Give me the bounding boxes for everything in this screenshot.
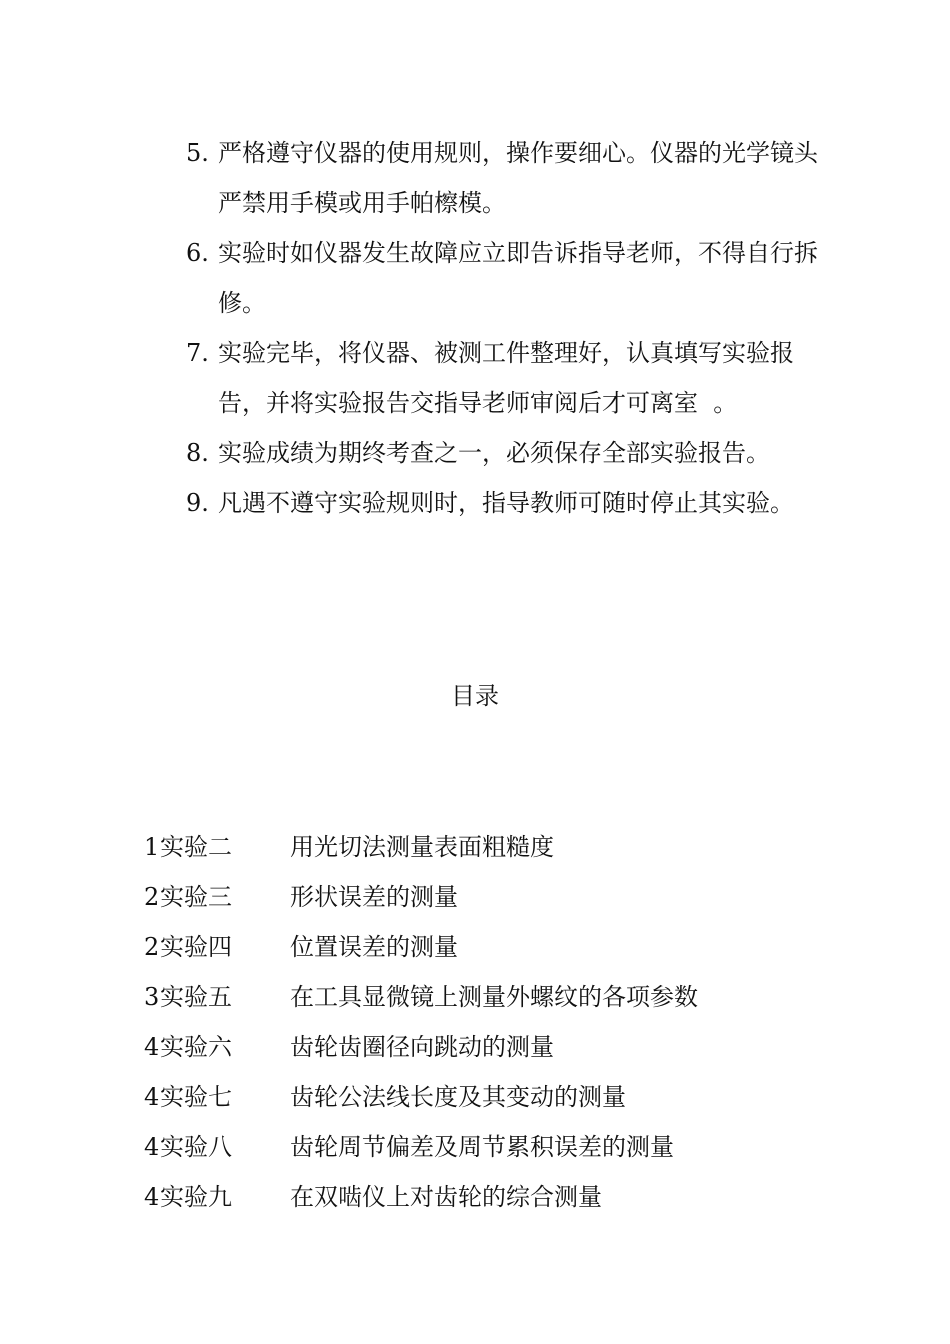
toc-experiment-name: 形状误差的测量 bbox=[290, 883, 458, 911]
toc-experiment-label: 实验七 bbox=[160, 1083, 232, 1111]
rule-item bbox=[186, 478, 836, 528]
toc-experiment-label: 实验八 bbox=[160, 1133, 232, 1161]
toc-experiment-name: 位置误差的测量 bbox=[290, 933, 458, 961]
toc-entry[interactable] bbox=[144, 922, 844, 972]
rule-text: 严格遵守仪器的使用规则，操作要细心。仪器的光学镜头严禁用手模或用手帕檫模。 bbox=[218, 139, 818, 217]
rule-number: 7. bbox=[186, 339, 209, 367]
rule-item bbox=[186, 128, 836, 228]
toc-experiment-label: 实验三 bbox=[160, 883, 232, 911]
toc-page-number: 2 bbox=[144, 883, 160, 911]
toc-page-number: 2 bbox=[144, 933, 160, 961]
toc-entry[interactable] bbox=[144, 1172, 844, 1222]
toc-experiment-name: 在工具显微镜上测量外螺纹的各项参数 bbox=[290, 983, 698, 1011]
toc-experiment-label: 实验四 bbox=[160, 933, 232, 961]
toc-page-number: 4 bbox=[144, 1033, 160, 1061]
rule-number: 8. bbox=[186, 439, 209, 467]
toc-entry[interactable] bbox=[144, 1072, 844, 1122]
toc-title: 目录 bbox=[451, 682, 499, 710]
rule-text: 实验成绩为期终考查之一，必须保存全部实验报告。 bbox=[218, 439, 770, 467]
toc-page-number: 4 bbox=[144, 1133, 160, 1161]
toc-entry[interactable] bbox=[144, 1022, 844, 1072]
rule-item bbox=[186, 328, 836, 428]
toc-page-number: 4 bbox=[144, 1083, 160, 1111]
toc-page-number: 1 bbox=[144, 833, 160, 861]
rule-number: 5. bbox=[186, 139, 209, 167]
toc-experiment-name: 齿轮周节偏差及周节累积误差的测量 bbox=[290, 1133, 674, 1161]
rule-text: 实验时如仪器发生故障应立即告诉指导老师，不得自行拆修。 bbox=[218, 239, 818, 317]
toc-entry[interactable] bbox=[144, 972, 844, 1022]
table-of-contents bbox=[144, 822, 844, 1222]
lab-rules-list bbox=[186, 128, 836, 528]
rule-text: 实验完毕，将仪器、被测工件整理好，认真填写实验报告，并将实验报告交指导老师审阅后才可离室 。 bbox=[218, 339, 794, 417]
toc-experiment-name: 用光切法测量表面粗糙度 bbox=[290, 833, 554, 861]
toc-page-number: 3 bbox=[144, 983, 160, 1011]
toc-experiment-label: 实验六 bbox=[160, 1033, 232, 1061]
toc-experiment-label: 实验九 bbox=[160, 1183, 232, 1211]
toc-entry[interactable] bbox=[144, 822, 844, 872]
toc-experiment-name: 齿轮齿圈径向跳动的测量 bbox=[290, 1033, 554, 1061]
rule-number: 6. bbox=[186, 239, 209, 267]
toc-experiment-name: 齿轮公法线长度及其变动的测量 bbox=[290, 1083, 626, 1111]
toc-experiment-name: 在双啮仪上对齿轮的综合测量 bbox=[290, 1183, 602, 1211]
rule-item bbox=[186, 428, 836, 478]
toc-entry[interactable] bbox=[144, 872, 844, 922]
toc-experiment-label: 实验五 bbox=[160, 983, 232, 1011]
rule-item bbox=[186, 228, 836, 328]
rule-text: 凡遇不遵守实验规则时，指导教师可随时停止其实验。 bbox=[218, 489, 794, 517]
toc-entry[interactable] bbox=[144, 1122, 844, 1172]
toc-page-number: 4 bbox=[144, 1183, 160, 1211]
toc-experiment-label: 实验二 bbox=[160, 833, 232, 861]
rule-number: 9. bbox=[186, 489, 209, 517]
